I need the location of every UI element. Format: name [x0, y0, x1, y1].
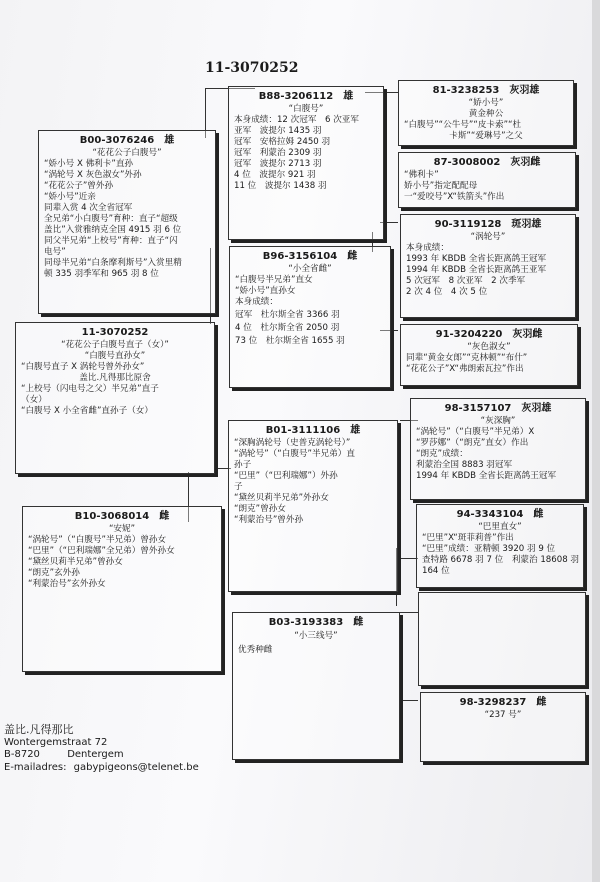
box-line: 本身成绩：12 次冠军 6 次亚军 — [234, 115, 359, 125]
pedigree-box-granddam-sire — [229, 246, 391, 388]
box-line: “朗克”曾孙女 — [234, 504, 286, 514]
ring-number: 91-3204220 灰羽雌 — [435, 329, 543, 340]
box-line: 全兄弟“小白腹号”育种：直子“超级 — [44, 214, 178, 224]
box-line: 5 次冠军 8 次亚军 2 次季军 — [406, 276, 526, 286]
box-line: 1994 年 KBDB 全省长距离鸽王亚军 — [406, 265, 547, 275]
box-line: “上校号（闪电号之父）半兄弟”直子 — [21, 384, 159, 394]
box-line: 1994 年 KBDB 全省长距离鸽王冠军 — [416, 471, 557, 481]
box-line: 卡斯”“爱琳号”之父 — [449, 131, 523, 141]
box-line: “巴里直女” — [478, 522, 522, 532]
ring-number: 90-3119128 斑羽雄 — [434, 219, 542, 230]
box-line: 冠军 安格拉姆 2450 羽 — [234, 137, 331, 147]
box-line: “巴里”X“斑菲莉普”作出 — [422, 533, 514, 543]
box-line: 利蒙治全国 8883 羽冠军 — [416, 460, 513, 470]
box-line: 娇小号”指定配配母 — [404, 181, 478, 191]
box-line: “白腹号直孙女” — [84, 351, 146, 361]
ring-number: B01-3111106 雄 — [265, 425, 361, 436]
box-line: 11 位 波提尔 1438 羽 — [234, 181, 327, 191]
box-line: “涡轮号 X 灰色淑女”外孙 — [44, 170, 142, 180]
box-line: 顿 335 羽季军和 965 羽 8 位 — [44, 269, 159, 279]
pedigree-box-ggd4 — [420, 692, 586, 762]
box-line: 冠军 波提尔 2713 羽 — [234, 159, 322, 169]
ring-number: 98-3157107 灰羽雄 — [444, 403, 552, 414]
box-line: “黛丝贝莉半兄弟”外孙女 — [234, 493, 329, 503]
box-line: 电号” — [44, 247, 66, 257]
box-line: 本身成绩： — [235, 297, 278, 307]
box-line: “小三线号” — [294, 631, 338, 641]
pedigree-box-dam — [22, 506, 222, 672]
box-line: “利蒙治号”玄外孙女 — [28, 579, 106, 589]
box-line: 查特路 6678 羽 7 位 利蒙治 18608 羽 — [422, 555, 580, 565]
pedigree-box-ggs3 — [410, 398, 586, 500]
box-line: “涡轮号”（“白腹号”半兄弟）曾孙女 — [28, 535, 167, 545]
box-line: 同辈“黄金女郎”“克林顿”“布什” — [406, 353, 528, 363]
breeder-address — [4, 724, 199, 774]
box-line: 孙子 — [234, 460, 252, 470]
box-line: （女） — [21, 395, 47, 405]
box-line: “花花公子白腹号” — [92, 148, 162, 158]
box-line: “小全省雌” — [288, 264, 332, 274]
box-line: 冠军 利蒙治 2309 羽 — [234, 148, 322, 158]
pedigree-box-granddam-dam — [232, 612, 400, 760]
box-line: 一“爱咬号”X“铁箭头”作出 — [404, 192, 505, 202]
box-line: 同辈入赏 4 次全省冠军 — [44, 203, 133, 213]
pedigree-box-ggs4-empty — [418, 592, 586, 686]
box-line: “白腹号半兄弟”直女 — [235, 275, 313, 285]
box-line: “白腹号” — [288, 104, 324, 114]
email-link[interactable]: gabypigeons@telenet.be — [73, 761, 199, 773]
ring-number: B00-3076246 雄 — [79, 135, 175, 146]
box-line: “朗克”成绩： — [416, 449, 468, 459]
street: Wontergemstraat 72 — [4, 736, 108, 748]
box-line: 73 位 杜尔斯全省 1655 羽 — [235, 336, 345, 346]
box-line: “白腹号”“公牛号”“皮卡索”“杜 — [404, 120, 522, 130]
ring-number: B10-3068014 雌 — [74, 511, 170, 522]
box-line: “安妮” — [108, 524, 136, 534]
box-line: 本身成绩： — [406, 243, 449, 253]
city: Dentergem — [67, 749, 124, 760]
box-line: “巴里”（“巴利瑞娜”）外孙 — [234, 471, 338, 481]
box-line: 4 位 杜尔斯全省 2050 羽 — [235, 323, 340, 333]
box-line: “237 号” — [484, 710, 522, 720]
box-line: “佛利卡” — [404, 170, 439, 180]
box-line: “涡轮号”（“白腹号”半兄弟）X — [416, 427, 535, 437]
box-line: “黛丝贝莉半兄弟”曾孙女 — [28, 557, 123, 567]
ring-number: 11-3070252 — [81, 327, 149, 338]
pedigree-box-ggd1 — [398, 152, 576, 208]
breeder-name: 盖比.凡得那比 — [4, 723, 74, 736]
postcode-city — [4, 749, 199, 762]
box-line: “罗莎娜”（“朗克”直女）作出 — [416, 438, 529, 448]
box-line: “花花公子”X“弗朗索瓦拉”作出 — [406, 364, 524, 374]
box-line: 子 — [234, 482, 243, 492]
ring-number: 94-3343104 雌 — [456, 509, 544, 520]
box-line: “利蒙治号”曾外孙 — [234, 515, 304, 525]
email-row — [4, 762, 199, 775]
box-line: 同父半兄弟“上校号”育种：直子“闪 — [44, 236, 178, 246]
pedigree-box-subject — [15, 322, 215, 474]
box-line: “白腹号直子 X 涡轮号曾外孙女” — [21, 362, 145, 372]
box-line: “娇小号” — [468, 98, 504, 108]
box-line: “白腹号 X 小全省雌”直孙子（女） — [21, 406, 153, 416]
ring-number: B03-3193383 雌 — [268, 617, 364, 628]
box-line: 1993 年 KBDB 全省长距离鸽王冠军 — [406, 254, 547, 264]
box-line: “深胸涡轮号（史普克涡轮号）” — [234, 438, 351, 448]
box-line: “灰深胸” — [480, 416, 516, 426]
box-line: 164 位 — [422, 566, 450, 576]
ring-number: 81-3238253 灰羽雄 — [432, 85, 540, 96]
page-title: 11-3070252 — [205, 60, 299, 76]
box-line: 2 次 4 位 4 次 5 位 — [406, 287, 488, 297]
box-line: “娇小号 X 佛利卡”直孙 — [44, 159, 134, 169]
box-line: “朗克”玄外孙 — [28, 568, 80, 578]
ring-number: 98-3298237 雌 — [459, 697, 547, 708]
ring-number: 87-3008002 灰羽雌 — [433, 157, 541, 168]
pedigree-box-ggs1 — [398, 80, 574, 146]
pedigree-box-grandsire-sire — [228, 86, 384, 240]
box-line: 4 位 波提尔 921 羽 — [234, 170, 316, 180]
ring-number: B96-3156104 雌 — [262, 251, 358, 262]
pedigree-box-ggd2 — [400, 324, 578, 386]
box-line: 优秀种雌 — [238, 645, 273, 655]
box-line: “涡轮号”（“白腹号”半兄弟）直 — [234, 449, 355, 459]
ring-number: B88-3206112 雄 — [258, 91, 354, 102]
box-line: 盖比.凡得那比原舍 — [79, 373, 151, 383]
postcode: B-8720 — [4, 749, 40, 760]
box-line: “花花公子”曾外孙 — [44, 181, 114, 191]
box-line: “巴里”成绩：亚精顿 3920 羽 9 位 — [422, 544, 556, 554]
box-line: “花花公子白腹号直子（女）” — [61, 340, 169, 350]
pedigree-box-sire — [38, 130, 216, 314]
box-line: “巴里”（“巴利瑞娜”全兄弟）曾外孙女 — [28, 546, 175, 556]
box-line: 黄金种公 — [468, 109, 504, 119]
pedigree-box-ggs2 — [400, 214, 576, 318]
box-line: 同母半兄弟“白条摩利斯号”入赏里精 — [44, 258, 182, 268]
box-line: “灰色淑女” — [467, 342, 511, 352]
box-line: “涡轮号” — [470, 232, 506, 242]
email-label: E-mailadres: — [4, 761, 67, 773]
connector-line — [400, 700, 418, 701]
box-line: 冠军 杜尔斯全省 3366 羽 — [235, 310, 340, 320]
pedigree-box-ggd3 — [416, 504, 584, 588]
box-line: “娇小号”直孙女 — [235, 286, 296, 296]
box-line: 盖比”入赏雅纳克全国 4915 羽 6 位 — [44, 225, 182, 235]
box-line: 亚军 波提尔 1435 羽 — [234, 126, 322, 136]
connector-line — [400, 612, 418, 613]
pedigree-box-grandsire-dam — [228, 420, 398, 592]
box-line: “娇小号”近亲 — [44, 192, 96, 202]
